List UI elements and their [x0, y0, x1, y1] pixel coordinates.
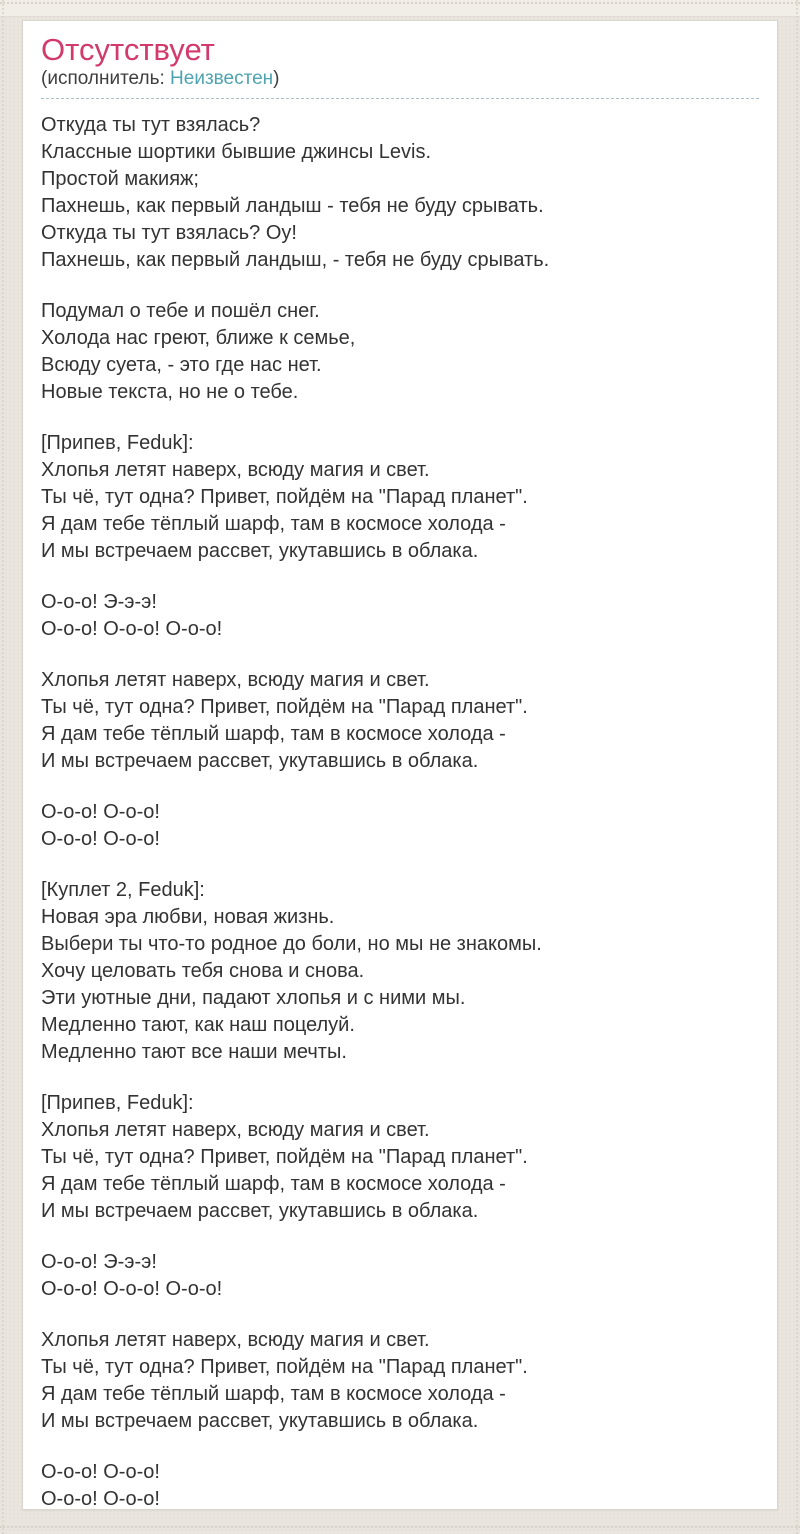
lyric-line: Я дам тебе тёплый шарф, там в космосе холода -: [41, 1173, 506, 1195]
lyric-line: Новые текста, но не о тебе.: [41, 381, 299, 403]
lyric-line: И мы встречаем рассвет, укутавшись в облака.: [41, 1410, 479, 1432]
lyric-line: Новая эра любви, новая жизнь.: [41, 906, 335, 928]
lyric-line: Простой макияж;: [41, 168, 199, 190]
lyric-line: Откуда ты тут взялась? Оу!: [41, 222, 297, 244]
lyric-line: [Припев, Feduk]:: [41, 1092, 194, 1114]
lyric-line: Холода нас греют, ближе к семье,: [41, 327, 356, 349]
lyric-stanza: [41, 799, 759, 853]
lyric-line: О-о-о! О-о-о! О-о-о!: [41, 618, 223, 640]
song-title: Отсутствует: [41, 32, 215, 67]
lyric-line: Хлопья летят наверх, всюду магия и свет.: [41, 669, 430, 691]
lyric-stanza: [41, 667, 759, 775]
artist-link[interactable]: Неизвестен: [170, 68, 274, 89]
stitch-line-top: [0, 2, 800, 4]
lyric-line: О-о-о! О-о-о!: [41, 828, 160, 850]
page-texture-top: [0, 0, 800, 17]
lyric-line: Классные шортики бывшие джинсы Levis.: [41, 141, 431, 163]
lyric-line: Медленно тают, как наш поцелуй.: [41, 1014, 355, 1036]
lyric-stanza: [41, 112, 759, 274]
lyric-line: И мы встречаем рассвет, укутавшись в облака.: [41, 540, 479, 562]
lyric-line: Всюду суета, - это где нас нет.: [41, 354, 322, 376]
lyric-line: Пахнешь, как первый ландыш - тебя не буду срывать.: [41, 195, 544, 217]
lyric-line: Ты чё, тут одна? Привет, пойдём на "Парад планет".: [41, 1146, 528, 1168]
lyric-line: Эти уютные дни, падают хлопья и с ними мы.: [41, 987, 466, 1009]
lyric-stanza: [41, 589, 759, 643]
lyric-stanza: [41, 1090, 759, 1225]
lyric-line: О-о-о! О-о-о! О-о-о!: [41, 1278, 223, 1300]
lyric-line: Подумал о тебе и пошёл снег.: [41, 300, 320, 322]
lyric-line: И мы встречаем рассвет, укутавшись в облака.: [41, 1200, 479, 1222]
lyric-line: Ты чё, тут одна? Привет, пойдём на "Парад планет".: [41, 486, 528, 508]
lyric-line: Хочу целовать тебя снова и снова.: [41, 960, 365, 982]
lyric-line: Выбери ты что-то родное до боли, но мы не знакомы.: [41, 933, 542, 955]
lyric-line: Я дам тебе тёплый шарф, там в космосе холода -: [41, 723, 506, 745]
lyric-line: Откуда ты тут взялась?: [41, 114, 261, 136]
lyric-line: О-о-о! Э-э-э!: [41, 591, 157, 613]
lyric-stanza: [41, 1327, 759, 1435]
lyric-line: Хлопья летят наверх, всюду магия и свет.: [41, 1329, 430, 1351]
artist-line: [41, 67, 759, 99]
lyric-line: О-о-о! О-о-о!: [41, 801, 160, 823]
lyric-line: Я дам тебе тёплый шарф, там в космосе холода -: [41, 1383, 506, 1405]
lyric-stanza: [41, 298, 759, 406]
lyric-stanza: [41, 877, 759, 1066]
lyrics-card: [22, 20, 778, 1510]
stitch-line-bottom: [0, 1526, 800, 1528]
lyric-line: [Припев, Feduk]:: [41, 432, 194, 454]
lyric-line: Я дам тебе тёплый шарф, там в космосе холода -: [41, 513, 506, 535]
lyric-line: Медленно тают все наши мечты.: [41, 1041, 347, 1063]
stitch-line-left: [2, 0, 4, 1534]
lyrics: [41, 112, 759, 1510]
lyric-line: Ты чё, тут одна? Привет, пойдём на "Парад планет".: [41, 696, 528, 718]
lyric-line: О-о-о! Э-э-э!: [41, 1251, 157, 1273]
lyric-line: Хлопья летят наверх, всюду магия и свет.: [41, 1119, 430, 1141]
lyric-stanza: [41, 430, 759, 565]
artist-label-suffix: ): [273, 68, 280, 89]
stitch-line-right: [796, 0, 798, 1534]
lyric-line: [Куплет 2, Feduk]:: [41, 879, 205, 901]
lyric-line: Пахнешь, как первый ландыш, - тебя не буду срывать.: [41, 249, 550, 271]
lyric-line: О-о-о! О-о-о!: [41, 1461, 160, 1483]
lyric-line: О-о-о! О-о-о!: [41, 1488, 160, 1510]
lyric-line: Хлопья летят наверх, всюду магия и свет.: [41, 459, 430, 481]
lyric-stanza: [41, 1249, 759, 1303]
lyric-line: И мы встречаем рассвет, укутавшись в облака.: [41, 750, 479, 772]
artist-label-prefix: (исполнитель:: [41, 68, 171, 89]
lyric-line: Ты чё, тут одна? Привет, пойдём на "Парад планет".: [41, 1356, 528, 1378]
lyric-stanza: [41, 1459, 759, 1510]
